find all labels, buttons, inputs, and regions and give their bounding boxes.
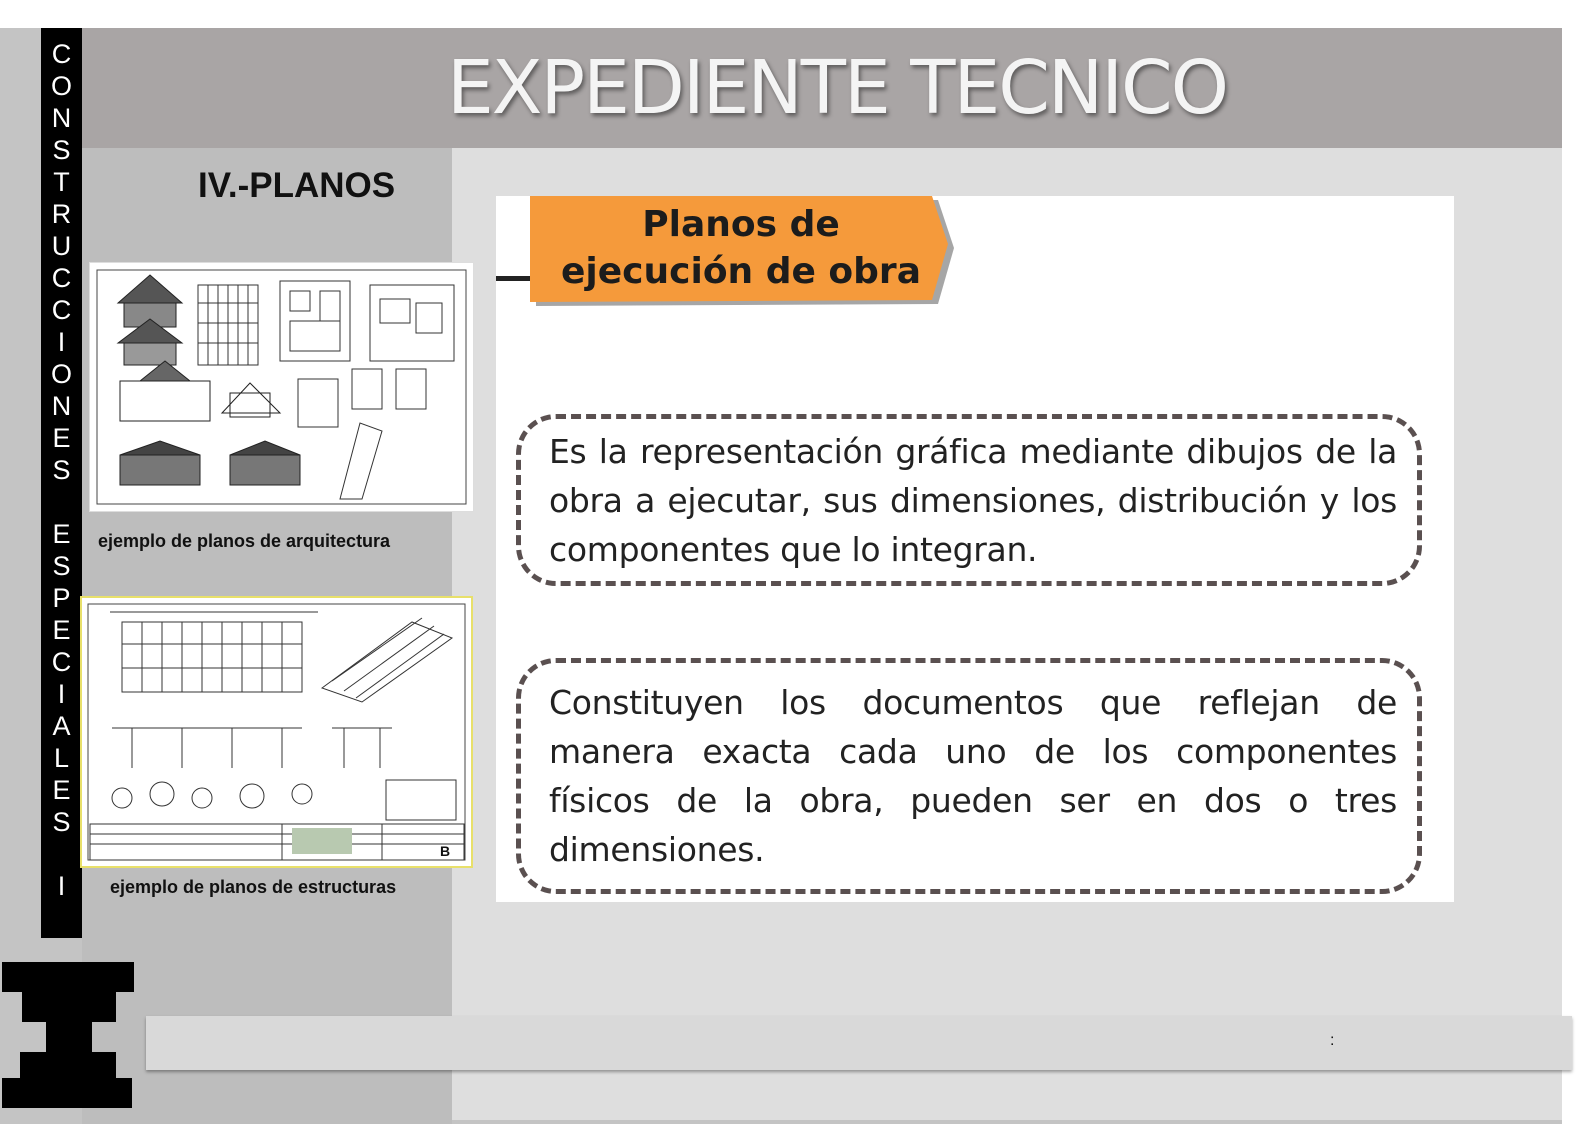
page-title: EXPEDIENTE TECNICO (447, 45, 1227, 131)
tag-line-2: ejecución de obra (561, 251, 921, 292)
vertical-letter: I (57, 679, 66, 709)
architecture-plans-image (89, 262, 474, 512)
vertical-letter: S (52, 135, 71, 165)
header-band (82, 28, 1562, 148)
footer-bar (146, 1016, 1572, 1070)
vertical-letter: I (57, 327, 66, 357)
vertical-letter: A (52, 711, 71, 741)
definition-text-2: Constituyen los documentos que reflejan de manera exacta cada uno de los componentes físicos de la obra, pueden ser en dos o tres dimensiones. (549, 683, 1397, 869)
vertical-letter: S (52, 455, 71, 485)
vertical-company-name (41, 28, 82, 938)
vertical-letter: S (52, 807, 71, 837)
tag-line-1: Planos de (642, 204, 840, 245)
definition-box-2 (516, 658, 1422, 894)
vertical-letter: C (51, 263, 72, 293)
structure-caption: ejemplo de planos de estructuras (110, 877, 397, 897)
definition-text-1: Es la representación gráfica mediante dibujos de la obra a ejecutar, sus dimensiones, distribución y los componentes que lo integran. (549, 431, 1397, 569)
vertical-letter: C (51, 39, 72, 69)
vertical-letter: C (51, 295, 72, 325)
vertical-letter: N (51, 103, 72, 133)
vertical-letter: C (51, 647, 72, 677)
vertical-letter: T (53, 167, 70, 197)
svg-text:B: B (440, 843, 451, 859)
vertical-letter: N (51, 391, 72, 421)
vertical-letter: E (52, 423, 71, 453)
footer-text: : (1330, 1032, 1335, 1049)
architecture-drawing (90, 263, 473, 511)
tag-label (530, 201, 952, 295)
vertical-letter: I (57, 871, 66, 901)
vertical-letter: E (52, 775, 71, 805)
architecture-caption: ejemplo de planos de arquitectura (98, 531, 391, 551)
section-title: IV.-PLANOS (198, 166, 396, 205)
vertical-letter: P (52, 583, 71, 613)
vertical-letter: O (50, 71, 72, 101)
vertical-letter: S (52, 551, 71, 581)
vertical-letter: O (50, 359, 72, 389)
company-logo (2, 962, 134, 1108)
structure-plans-image (80, 596, 473, 868)
definition-box-1 (516, 414, 1422, 586)
vertical-letter: E (52, 519, 71, 549)
vertical-letter: L (53, 743, 70, 773)
vertical-letter: R (51, 199, 72, 229)
vertical-letter: E (52, 615, 71, 645)
structure-drawing (82, 598, 471, 866)
vertical-letter: U (51, 231, 72, 261)
